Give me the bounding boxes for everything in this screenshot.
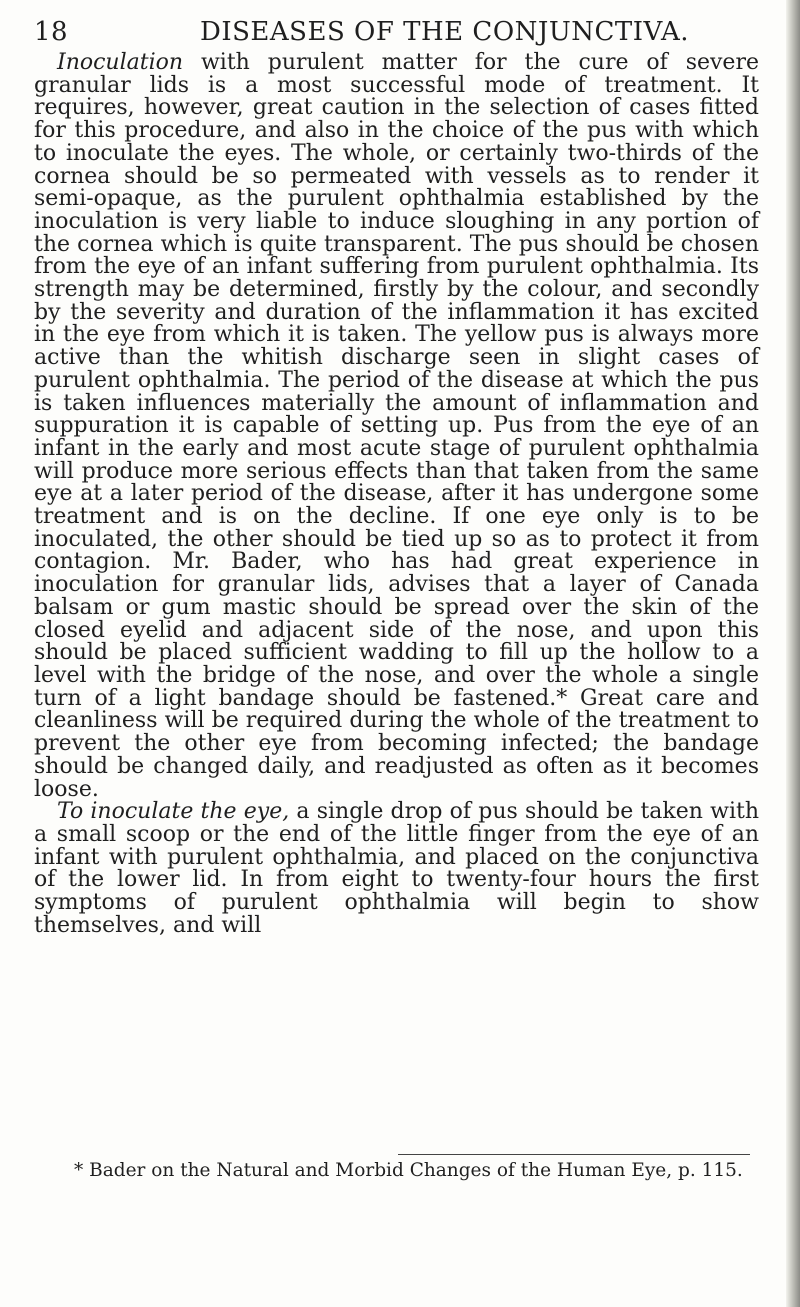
paragraph-to-inoculate bbox=[34, 801, 759, 937]
page-number: 18 bbox=[34, 17, 69, 47]
page-edge-shadow bbox=[786, 0, 800, 1307]
main-text bbox=[34, 52, 759, 937]
footnote: * Bader on the Natural and Morbid Changes of the Human Eye, p. 115. bbox=[74, 1160, 743, 1181]
paragraph-body: with purulent matter for the cure of severe granular lids is a most successful mode of treatment. It requires, however, great caution in the selection of cases fitted for this procedure, and also in the choice of the pus with which to inoculate the eyes. The whole, or certainly two-thirds of the cornea should be so permeated with vessels as to render it semi-opaque, as the purulent ophthalmia established by the inoculation is very liable to induce sloughing in any portion of the cornea which is quite transparent. The pus should be chosen from the eye of an infant suffering from purulent ophthalmia. Its strength may be determined, firstly by the colour, and secondly by the severity and duration of the inflammation it has excited in the eye from which it is taken. The yellow pus is always more active than the whitish discharge seen in slight cases of purulent ophthalmia. The period of the disease at which the pus is taken influences materially the amount of inflammation and suppuration it is capable of setting up. Pus from the eye of an infant in the early and most acute stage of purulent ophthalmia will produce more serious effects than that taken from the same eye at a later period of the disease, after it has undergone some treatment and is on the decline. If one eye only is to be inoculated, the other should be tied up so as to protect it from contagion. Mr. Bader, who has had great experience in inoculation for granular lids, advises that a layer of Canada balsam or gum mastic should be spread over the skin of the closed eyelid and adjacent side of the nose, and upon this should be placed sufficient wadding to fill up the hollow to a level with the bridge of the nose, and over the whole a single turn of a light bandage should be fastened.* Great care and cleanliness will be required during the whole of the treatment to prevent the other eye from becoming infected; the bandage should be changed daily, and readjusted as often as it becomes loose. bbox=[34, 50, 759, 802]
page-header bbox=[34, 10, 754, 54]
running-head: DISEASES OF THE CONJUNCTIVA. bbox=[200, 17, 690, 47]
paragraph-body: a single drop of pus should be taken with a small scoop or the end of the little finger from the eye of an infant with purulent ophthalmia, and placed on the conjunctiva of the lower lid. In from eight to twenty-four hours the first symptoms of purulent ophthalmia will begin to show themselves, and will bbox=[34, 799, 759, 938]
paragraph-lead-italic: Inoculation bbox=[57, 50, 184, 75]
paragraph-lead-italic: To inoculate the eye, bbox=[57, 799, 290, 825]
footnote-rule bbox=[398, 1154, 750, 1155]
paragraph-inoculation bbox=[34, 52, 759, 801]
